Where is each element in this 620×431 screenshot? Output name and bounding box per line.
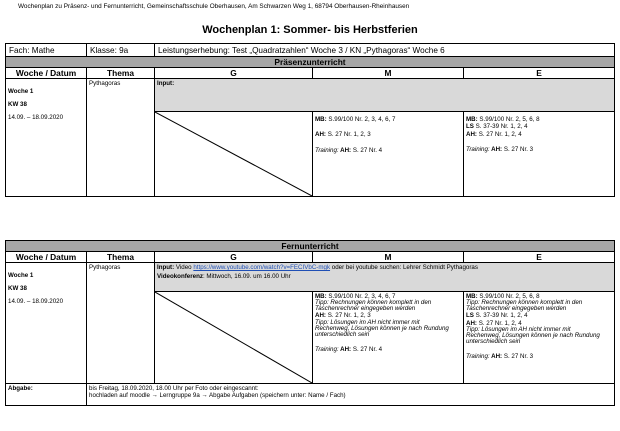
input-cell: Input: Video https://www.youtube.com/watch?v=FECIVbC-mgk oder bei youtube suchen: Lehrer Schmidt Pythagoras Videokonferenz: Mittwoch, 16.09. um 16.00 Uhr <box>155 263 615 292</box>
week-label: Woche 1 <box>8 88 34 95</box>
col-woche: Woche / Datum <box>6 252 87 263</box>
kw-label: KW 38 <box>8 285 27 292</box>
section-header-praesenz: Präsenzunterricht <box>6 57 615 68</box>
input-cell: Input: <box>155 79 615 112</box>
info-bar <box>6 44 615 57</box>
diagonal-line <box>155 112 312 196</box>
week-cell <box>6 79 87 197</box>
fern-table <box>5 240 615 406</box>
abgabe-line-1: bis Freitag, 18.09.2020, 18.00 Uhr per Foto oder eingescannt: <box>89 385 259 392</box>
praesenz-row-input <box>6 79 615 112</box>
abgabe-label: Abgabe: <box>6 384 87 406</box>
info-klasse: Klasse: 9a <box>87 44 155 57</box>
info-fach: Fach: Mathe <box>6 44 87 57</box>
week-cell <box>6 263 87 384</box>
m-task-cell: MB: S.99/100 Nr. 2, 3, 4, 6, 7 Tipp: Rechnungen können komplett in den Taschenrechner eingegeben werden AH: S. 27 Nr. 1, 2, 3 Tipp: Lösungen im AH nicht immer mit Rechenweg, Lösungen können je nach Rundung unterschiedlich sein Training: AH: S. 27 Nr. 4 <box>313 292 464 384</box>
col-m: M <box>313 252 464 263</box>
praesenz-table <box>5 43 615 197</box>
info-leistungserhebung: Leistungserhebung: Test „Quadratzahlen“ Woche 3 / KN „Pythagoras“ Woche 6 <box>155 44 615 57</box>
e-task-cell: MB: S.99/100 Nr. 2, 5, 6, 8 Tipp: Rechnungen können komplett in den Taschenrechner eingegeben werden LS S. 37-39 Nr. 1, 2, 4 AH: S. 27 Nr. 1, 2, 4 Tipp: Lösungen im AH nicht immer mit Rechenweg, Lösungen können je nach Rundung unterschiedlich sein Training: AH: S. 27 Nr. 3 <box>464 292 615 384</box>
col-thema: Thema <box>87 252 155 263</box>
thema-cell: Pythagoras <box>87 79 155 197</box>
abgabe-row <box>6 384 615 406</box>
column-headers-fern <box>6 252 615 263</box>
youtube-link[interactable]: https://www.youtube.com/watch?v=FECIVbC-mgk <box>193 264 331 271</box>
document-header: Wochenplan zu Präsenz- und Fernunterricht, Gemeinschaftsschule Oberhausen, Am Schwarzen Weg 1, 68794 Oberhausen-Rheinhausen <box>18 3 410 10</box>
kw-label: KW 38 <box>8 101 27 108</box>
col-g: G <box>155 252 313 263</box>
col-woche: Woche / Datum <box>6 68 87 79</box>
videokonferenz-label: Videokonferenz <box>157 273 203 281</box>
m-task-cell: MB: S.99/100 Nr. 2, 3, 4, 6, 7 AH: S. 27 Nr. 1, 2, 3 Training: AH: S. 27 Nr. 4 <box>313 112 464 197</box>
col-e: E <box>464 68 615 79</box>
col-g: G <box>155 68 313 79</box>
document-title: Wochenplan 1: Sommer- bis Herbstferien <box>202 24 418 36</box>
e-task-cell: MB: S.99/100 Nr. 2, 5, 6, 8 LS S. 37-39 Nr. 1, 2, 4 AH: S. 27 Nr. 1, 2, 4 Training: AH: S. 27 Nr. 3 <box>464 112 615 197</box>
date-range: 14.09. – 18.09.2020 <box>8 298 64 305</box>
week-label: Woche 1 <box>8 272 34 279</box>
date-range: 14.09. – 18.09.2020 <box>8 114 64 121</box>
col-e: E <box>464 252 615 263</box>
section-header-fern: Fernunterricht <box>6 241 615 252</box>
diagonal-line <box>155 292 312 383</box>
col-m: M <box>313 68 464 79</box>
thema-cell: Pythagoras <box>87 263 155 384</box>
column-headers <box>6 68 615 79</box>
abgabe-line-2: hochladen auf moodle → Lerngruppe 9a → Abgabe Aufgaben (speichern unter: Name / Fach) <box>89 392 346 400</box>
g-empty-cell <box>155 112 313 197</box>
fern-row-input <box>6 263 615 292</box>
g-empty-cell <box>155 292 313 384</box>
abgabe-text-cell <box>87 384 615 406</box>
col-thema: Thema <box>87 68 155 79</box>
